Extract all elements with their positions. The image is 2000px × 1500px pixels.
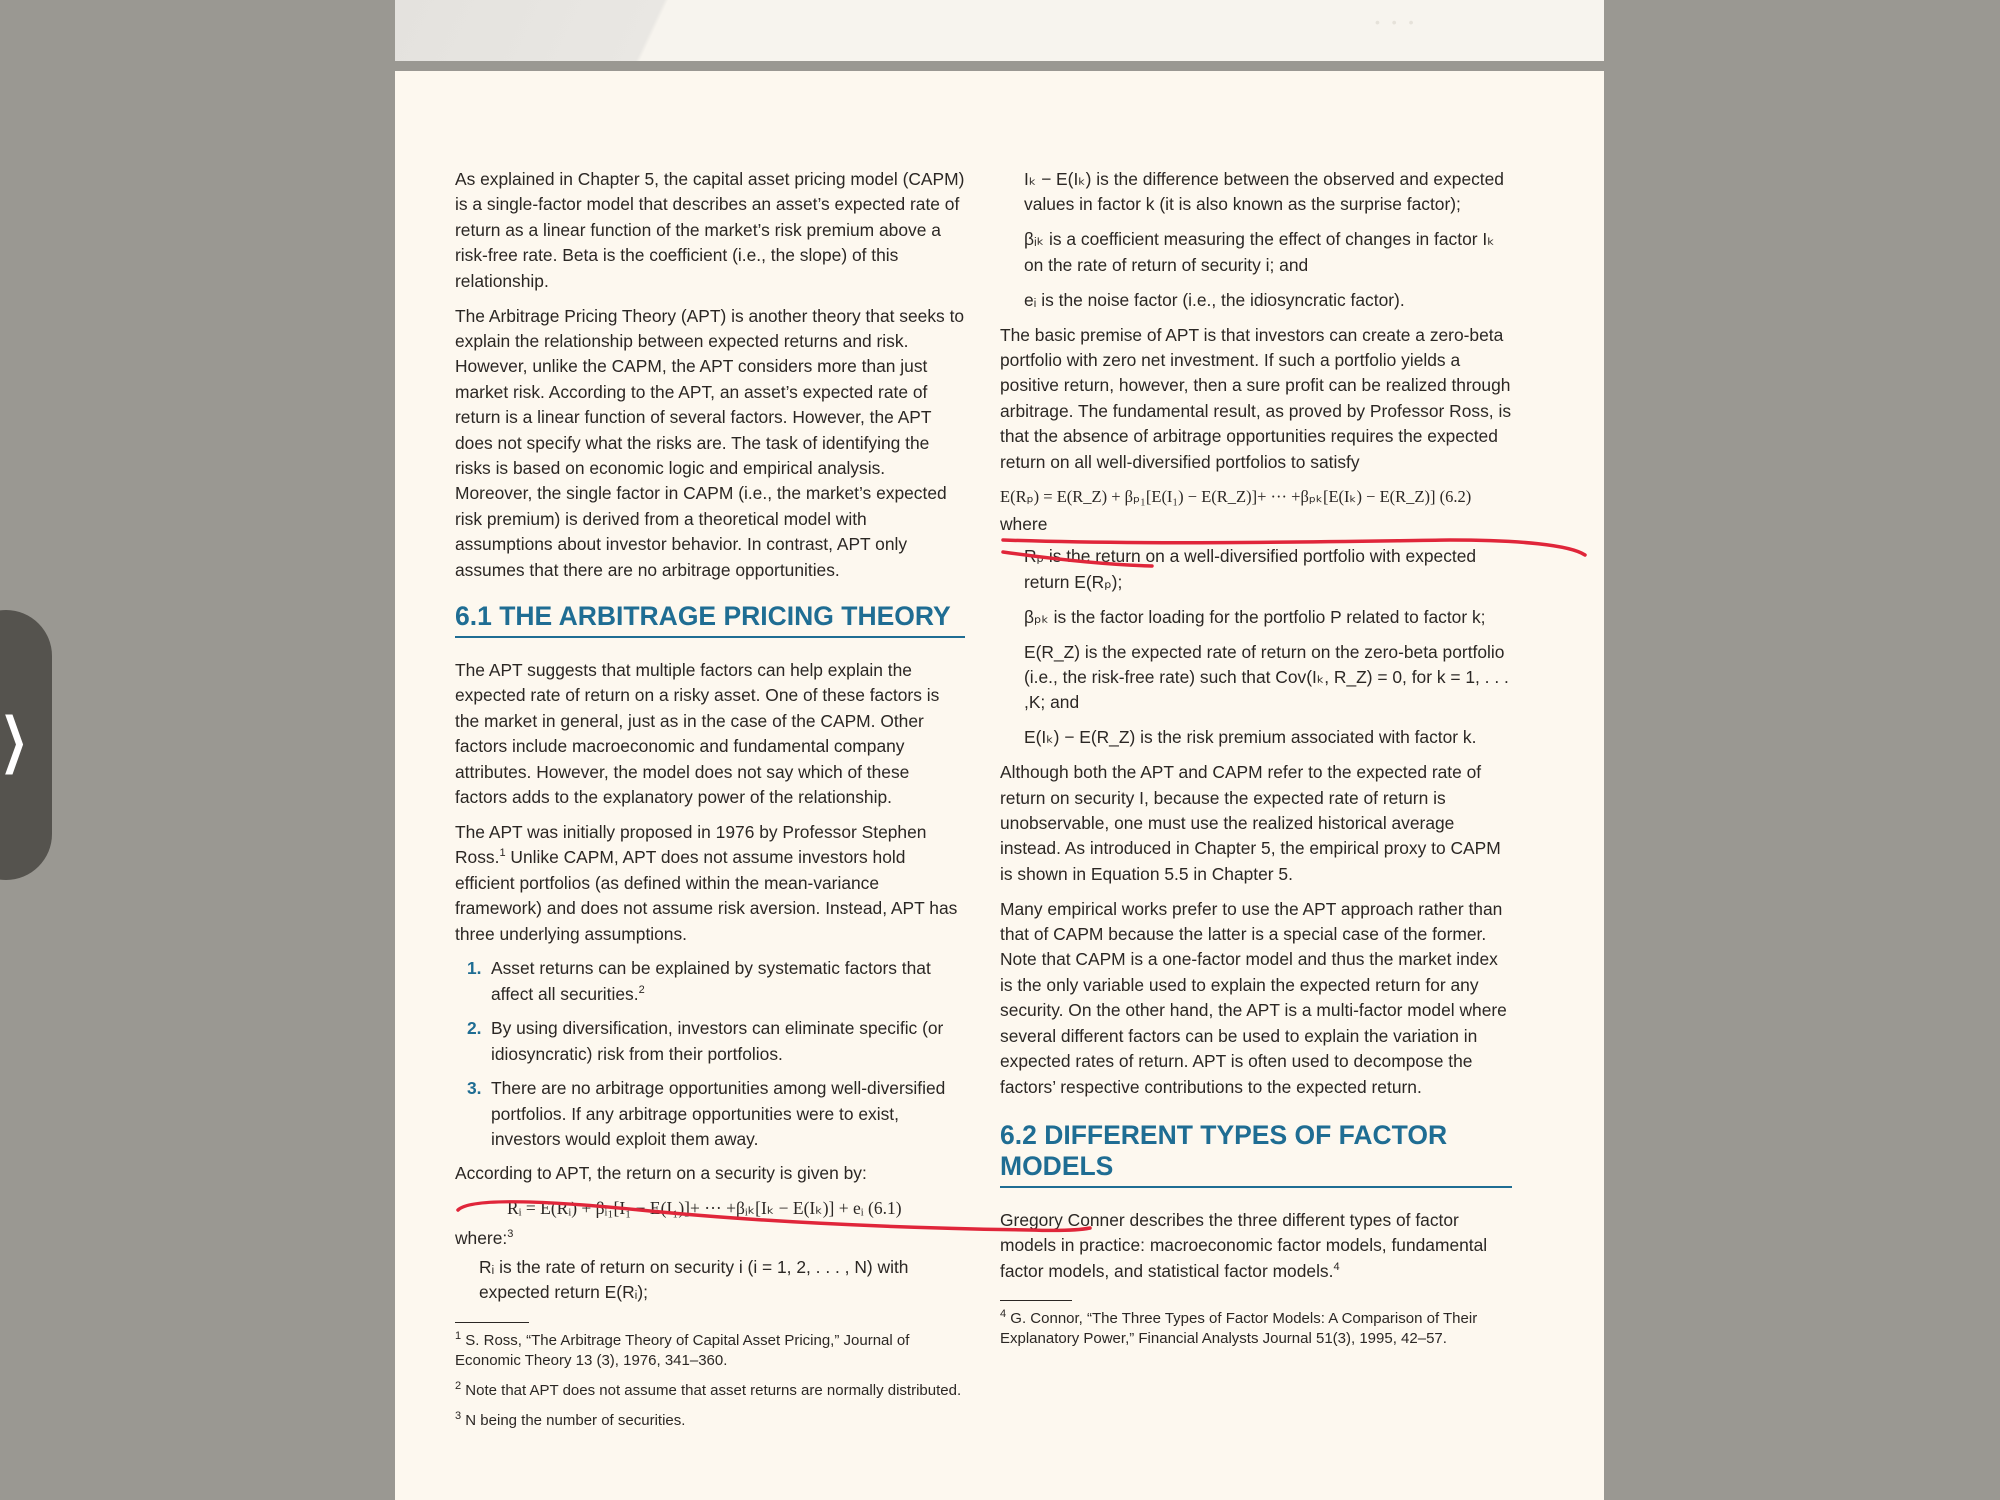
footnote-text: S. Ross, “The Arbitrage Theory of Capital Asset Pricing,” Journal of Economic Theory 13 (3), 1976, 341–360. — [455, 1331, 910, 1369]
intro-paragraph: As explained in Chapter 5, the capital asset pricing model (CAPM) is a single-factor model that describes an asset’s expected rate of return as a linear function of the market’s risk premium above a risk-free rate. Beta is the coefficient (i.e., the slope) of this relationship. — [455, 169, 965, 291]
list-item-text: Asset returns can be explained by systematic factors that affect all securities. — [491, 958, 931, 1004]
footnote-ref-4[interactable]: 4 — [1333, 1260, 1340, 1273]
footnote-text: G. Connor, “The Three Types of Factor Models: A Comparison of Their Explanatory Power,” Financial Analysts Journal 51(3), 1995, 42–57. — [1000, 1310, 1478, 1348]
definition-ri: Rᵢ is the rate of return on security i (i = 1, 2, . . . , N) with expected return E(Rᵢ); — [479, 1257, 909, 1303]
list-text — [491, 956, 965, 1007]
equation-6-2: E(Rₚ) = E(R_Z) + βₚ₁[E(I₁) − E(R_Z)]+ ··· +βₚₖ[E(Iₖ) − E(R_Z)] (6.2) — [1000, 487, 1472, 507]
apt-factors-paragraph: The APT suggests that multiple factors can help explain the expected rate of return on a risky asset. One of these factors is the market in general, just as in the case of the CAPM. Other factors include macroeconomic and fundamental company attributes. However, the model does not say which of these factors adds to the explanatory power of the relationship. — [455, 660, 940, 808]
footnote-divider — [455, 1322, 529, 1323]
definition-surprise-factor: Iₖ − E(Iₖ) is the difference between the observed and expected values in factor k (it is also known as the surprise factor); — [1024, 169, 1504, 215]
list-item-text: By using diversification, investors can eliminate specific (or idiosyncratic) risk from their portfolios. — [491, 1018, 944, 1064]
footnote-1 — [455, 1331, 965, 1371]
left-column — [455, 167, 965, 1441]
empirical-works-paragraph: Many empirical works prefer to use the APT approach rather than that of CAPM because the latter is a special case of the former. Note that CAPM is a one-factor model and thus the market index is the only variable used to explain the expected return for any security. On the other hand, the APT is a multi-factor model where several different factors can be used to explain the variation in expected rates of return. APT is often used to decompose the factors’ respective contributions to the expected return. — [1000, 898, 1507, 1097]
list-number: 3. — [467, 1078, 482, 1099]
where-text: where: — [455, 1227, 508, 1248]
definition-beta-pk: βₚₖ is the factor loading for the portfolio P related to factor k; — [1024, 606, 1486, 627]
section-heading-6-1: 6.1 THE ARBITRAGE PRICING THEORY — [455, 601, 965, 638]
factor-types-paragraph — [1000, 1208, 1512, 1284]
apt-history-text-cont: Unlike CAPM, APT does not assume investors hold efficient portfolios (as defined within the mean-variance framework) and does not assume risk aversion. Instead, APT has three underlying assumptions. — [455, 847, 958, 944]
footnote-2 — [455, 1381, 965, 1401]
footnote-number: 4 — [1000, 1308, 1007, 1321]
section-heading-6-2: 6.2 DIFFERENT TYPES OF FACTOR MODELS — [1000, 1120, 1512, 1188]
footnote-3 — [455, 1411, 965, 1431]
next-page-tab[interactable] — [0, 610, 52, 880]
apt-intro-paragraph: The Arbitrage Pricing Theory (APT) is another theory that seeks to explain the relationship between expected returns and risk. However, unlike the CAPM, the APT considers more than just market risk. According to the APT, an asset’s expected rate of return is a linear function of several factors. However, the APT does not specify what the risks are. The task of identifying the risks is based on economic logic and empirical analysis. Moreover, the single factor in CAPM (i.e., the market’s expected risk premium) is derived from a theoretical model with assumptions about investor behavior. In contrast, APT only assumes that there are no arbitrage opportunities. — [455, 305, 965, 580]
list-number: 1. — [467, 958, 482, 979]
definition-rp: Rₚ is the return on a well-diversified portfolio with expected return E(Rₚ); — [1024, 546, 1477, 592]
list-number: 2. — [467, 1018, 482, 1039]
page-indicator-dots: • • • — [1375, 14, 1418, 30]
definition-noise: eᵢ is the noise factor (i.e., the idiosyncratic factor). — [1024, 289, 1405, 310]
footnote-ref-1[interactable]: 1 — [499, 847, 506, 860]
apt-capm-comparison-paragraph: Although both the APT and CAPM refer to the expected rate of return on security I, because the expected rate of return is unobservable, one must use the realized historical average instead. As introduced in Chapter 5, the empirical proxy to CAPM is shown in Equation 5.5 in Chapter 5. — [1000, 762, 1501, 884]
assumption-item — [455, 1076, 965, 1152]
footnote-divider — [1000, 1300, 1072, 1301]
footnote-number: 2 — [455, 1379, 462, 1392]
chevron-right-icon[interactable]: ❯ — [0, 705, 28, 775]
list-item-text: There are no arbitrage opportunities among well-diversified portfolios. If any arbitrage opportunities were to exist, investors would exploit them away. — [491, 1078, 946, 1149]
definition-risk-premium: E(Iₖ) − E(R_Z) is the risk premium associated with factor k. — [1024, 727, 1477, 748]
right-column — [1000, 167, 1512, 1359]
factor-types-text: Gregory Conner describes the three different types of factor models in practice: macroeconomic factor models, fundamental factor models, and statistical factor models. — [1000, 1209, 1488, 1281]
assumption-item — [455, 1016, 965, 1067]
assumption-item — [455, 956, 965, 1007]
previous-page-bottom — [395, 0, 1604, 61]
apt-premise-paragraph: The basic premise of APT is that investors can create a zero-beta portfolio with zero net investment. If such a portfolio yields a positive return, however, then a sure profit can be realized through arbitrage. The fundamental result, as proved by Professor Ross, is that the absence of arbitrage opportunities requires the expected return on all well-diversified portfolios to satisfy — [1000, 324, 1512, 472]
apt-history-paragraph — [455, 820, 965, 947]
footnote-text: N being the number of securities. — [465, 1411, 686, 1429]
definition-beta-ik: βᵢₖ is a coefficient measuring the effect of changes in factor Iₖ on the rate of return of security i; and — [1024, 229, 1495, 275]
footnote-ref-3[interactable]: 3 — [507, 1227, 514, 1240]
definition-rz: E(R_Z) is the expected rate of return on the zero-beta portfolio (i.e., the risk-free rate) such that Cov(Iₖ, R_Z) = 0, for k = 1, . . . ,K; and — [1024, 641, 1509, 713]
footnote-4 — [1000, 1309, 1512, 1349]
footnote-number: 1 — [455, 1329, 462, 1342]
footnote-text: Note that APT does not assume that asset returns are normally distributed. — [465, 1381, 962, 1399]
where-label: where — [1000, 513, 1048, 534]
apt-return-intro: According to APT, the return on a security is given by: — [455, 1163, 867, 1184]
apt-history-text: The APT was initially proposed in 1976 by Professor Stephen Ross. — [455, 821, 927, 868]
footnote-ref-2[interactable]: 2 — [638, 984, 645, 997]
where-label — [455, 1226, 965, 1251]
equation-6-1: Rᵢ = E(Rᵢ) + βᵢ₁[I₁ − E(I₁)]+ ··· +βᵢₖ[Iₖ − E(Iₖ)] + eᵢ (6.1) — [507, 1198, 902, 1219]
footnote-number: 3 — [455, 1409, 462, 1422]
